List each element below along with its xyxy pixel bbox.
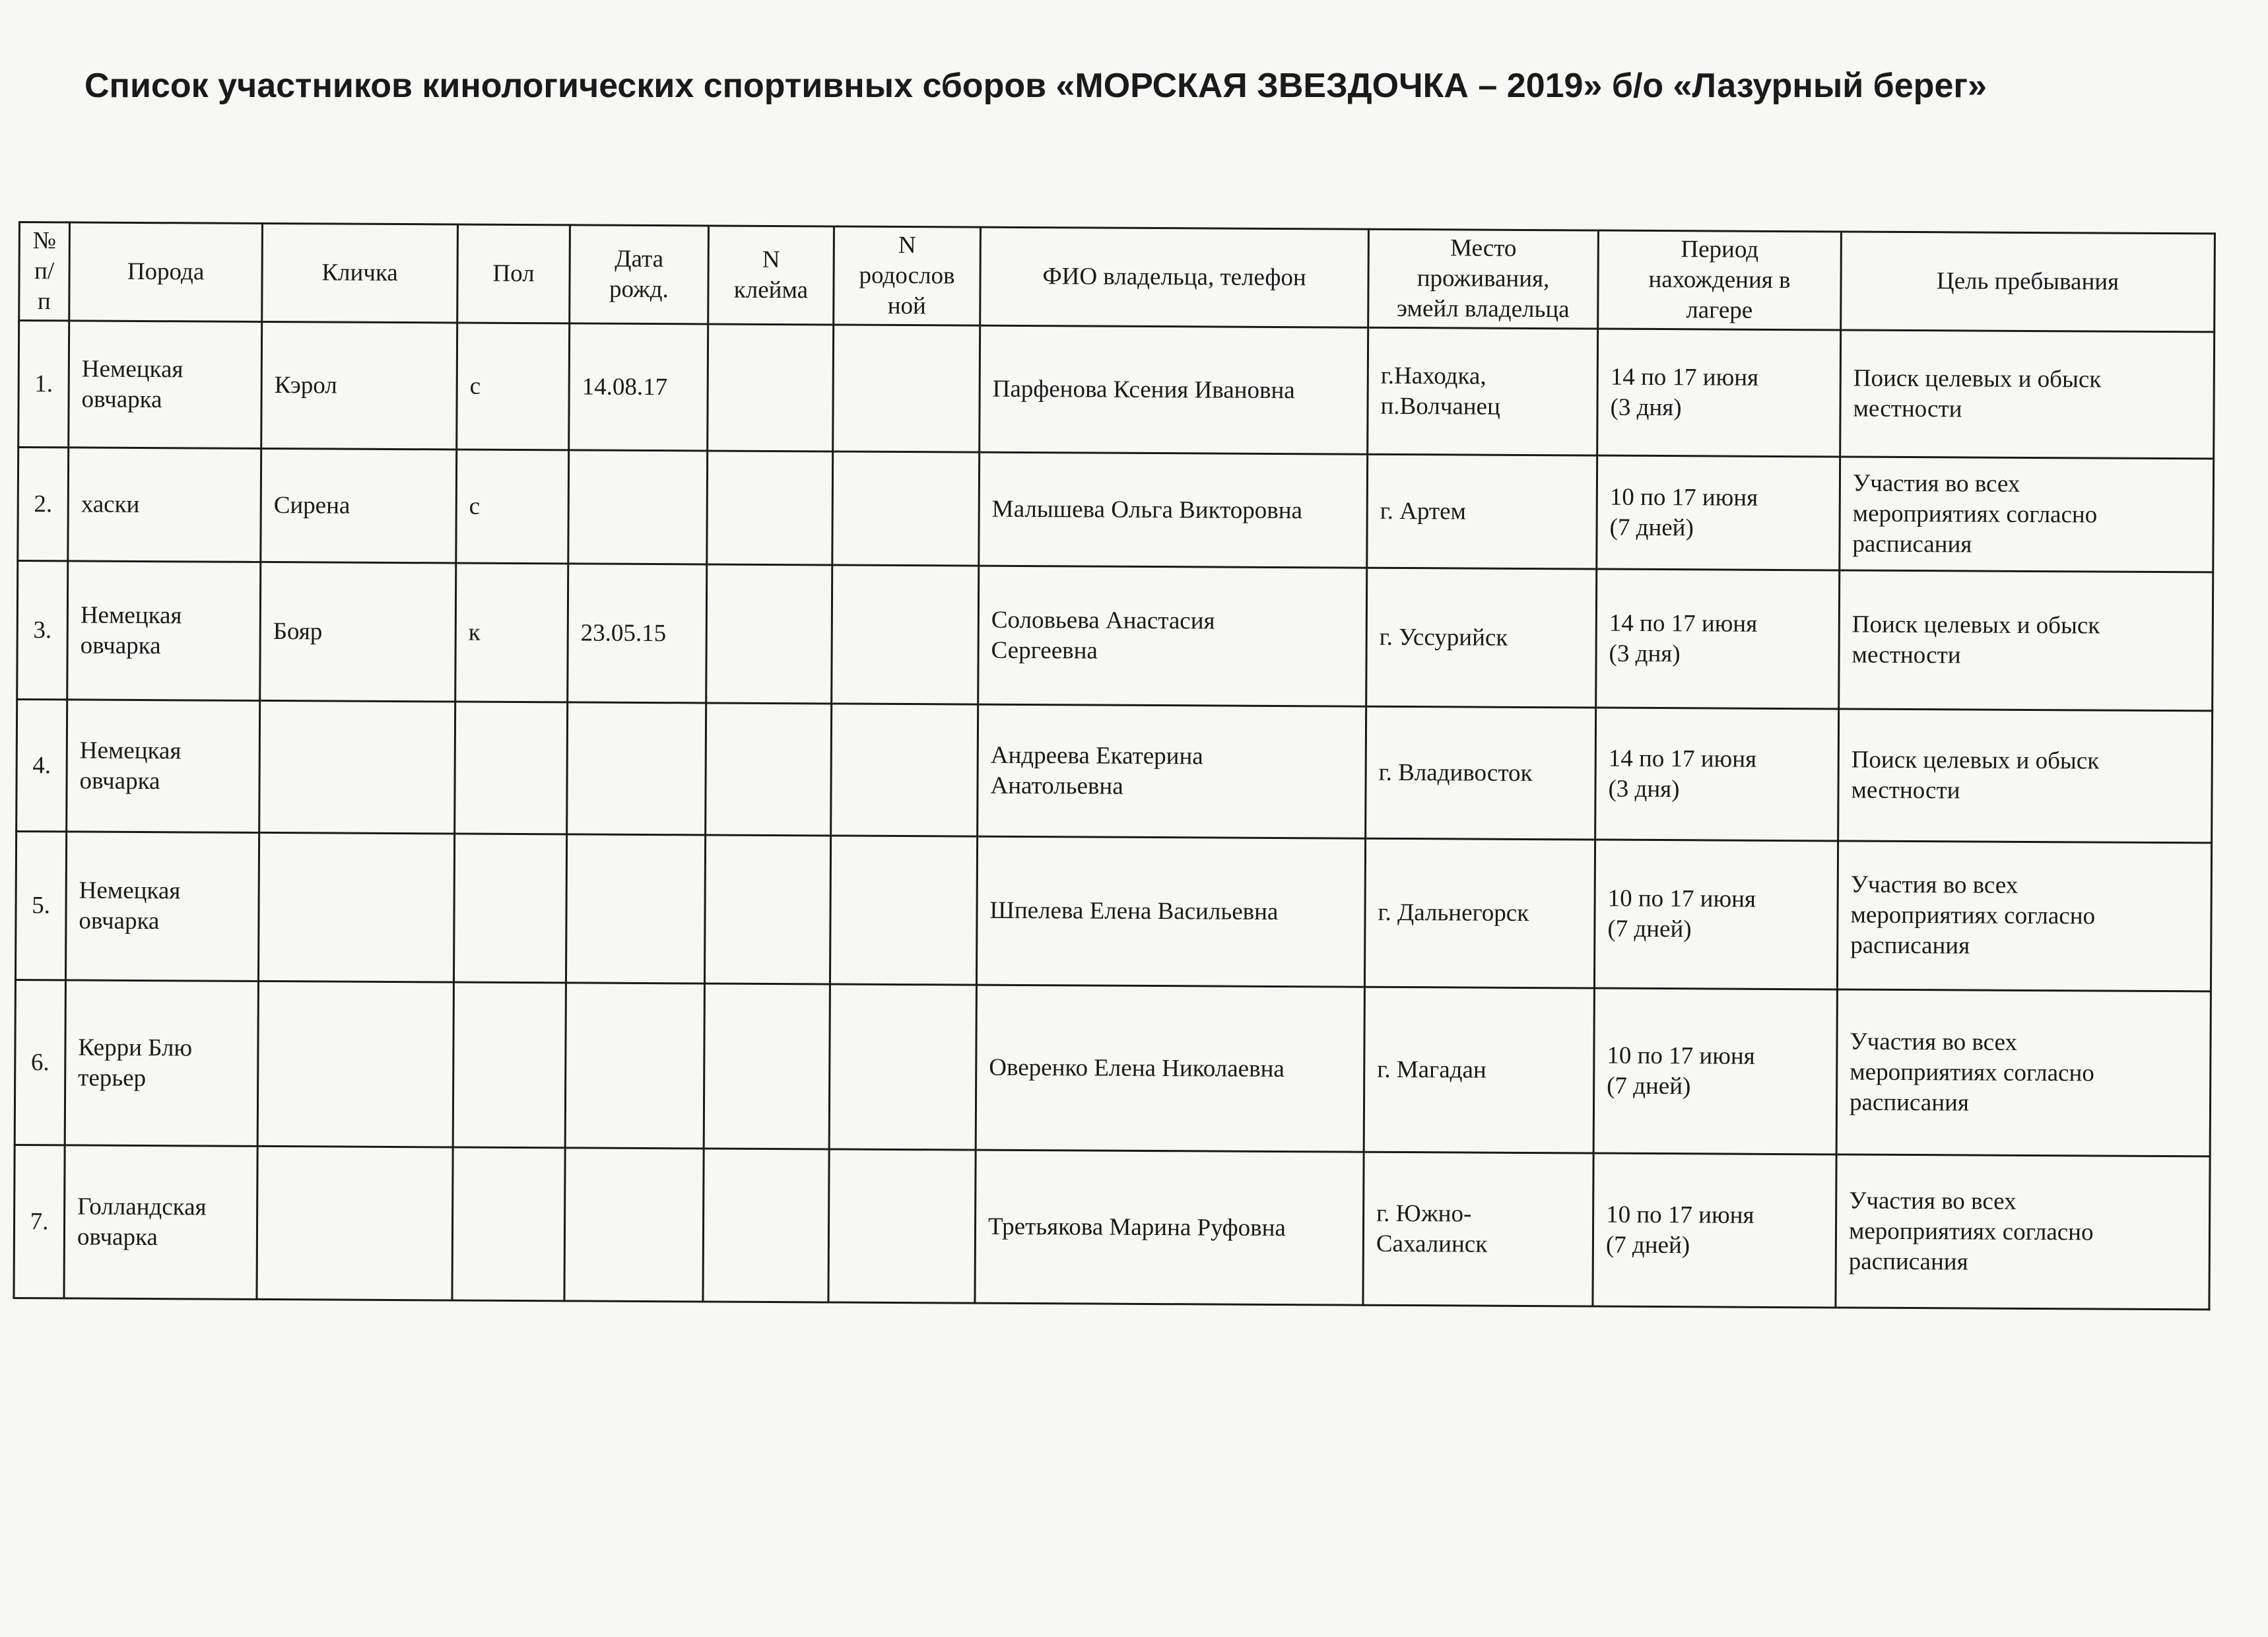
cell-pedigree-number — [828, 1149, 976, 1303]
col-header-residence: Место проживания, эмейл владельца — [1368, 229, 1599, 329]
cell-residence: г. Артем — [1367, 454, 1597, 569]
col-header-name: Кличка — [262, 223, 458, 323]
cell-birth-date — [568, 450, 708, 564]
cell-brand-number — [704, 984, 830, 1149]
cell-sex: с — [457, 323, 570, 450]
cell-number: 1. — [18, 321, 69, 448]
cell-period: 10 по 17 июня (7 дней) — [1593, 1153, 1836, 1308]
col-header-owner: ФИО владельца, телефон — [980, 227, 1369, 327]
cell-brand-number — [706, 703, 832, 836]
cell-breed: Керри Блю терьер — [65, 980, 258, 1147]
cell-number: 4. — [17, 699, 67, 831]
cell-name — [257, 981, 453, 1147]
participants-table — [13, 221, 2216, 1310]
cell-number: 2. — [18, 448, 69, 561]
cell-name: Кэрол — [261, 321, 457, 450]
cell-breed: Немецкая овчарка — [69, 321, 262, 449]
cell-owner: Малышева Ольга Викторовна — [979, 452, 1368, 568]
cell-breed: хаски — [68, 448, 261, 562]
col-header-sex: Пол — [457, 224, 570, 323]
cell-purpose: Участия во всех мероприятиях согласно расписания — [1837, 841, 2211, 991]
cell-number: 3. — [17, 561, 68, 700]
cell-pedigree-number — [832, 451, 980, 566]
cell-residence: г. Южно- Сахалинск — [1363, 1152, 1593, 1306]
cell-birth-date: 14.08.17 — [569, 323, 708, 451]
cell-breed: Немецкая овчарка — [65, 832, 259, 982]
cell-purpose: Поиск целевых и обыск местности — [1838, 709, 2213, 843]
cell-birth-date: 23.05.15 — [568, 564, 707, 703]
cell-brand-number — [707, 451, 833, 565]
cell-breed: Немецкая овчарка — [67, 700, 260, 833]
cell-brand-number — [704, 835, 830, 984]
cell-number: 5. — [15, 831, 66, 980]
col-header-pedigree-number: N родослов ной — [834, 226, 981, 325]
cell-breed: Голландская овчарка — [64, 1145, 257, 1300]
cell-birth-date — [566, 834, 705, 984]
cell-name — [259, 700, 455, 834]
cell-owner: Андреева Екатерина Анатольевна — [978, 704, 1366, 838]
cell-name: Сирена — [261, 448, 457, 563]
table-row — [17, 699, 2213, 842]
col-header-period: Период нахождения в лагере — [1598, 230, 1842, 330]
cell-pedigree-number — [829, 984, 976, 1150]
cell-residence: г. Уссурийск — [1366, 568, 1597, 708]
cell-birth-date — [567, 702, 706, 835]
cell-period: 10 по 17 июня (7 дней) — [1594, 840, 1838, 989]
page-title: Список участников кинологических спортивных сборов «МОРСКАЯ ЗВЕЗДОЧКА – 2019» б/о «Лазурный берег» — [84, 67, 1987, 105]
cell-pedigree-number — [832, 565, 979, 704]
cell-owner: Третьякова Марина Руфовна — [975, 1150, 1364, 1305]
cell-period: 10 по 17 июня (7 дней) — [1593, 988, 1837, 1154]
cell-pedigree-number — [833, 325, 980, 452]
cell-breed: Немецкая овчарка — [67, 561, 261, 701]
cell-purpose: Участия во всех мероприятиях согласно расписания — [1836, 1154, 2210, 1310]
cell-owner: Парфенова Ксения Ивановна — [980, 325, 1368, 454]
cell-brand-number — [706, 564, 832, 704]
table-row — [15, 831, 2211, 991]
cell-name — [257, 1146, 453, 1300]
cell-period: 10 по 17 июня (7 дней) — [1597, 455, 1840, 570]
cell-sex: к — [455, 563, 568, 702]
cell-sex: с — [456, 450, 569, 564]
cell-birth-date — [564, 1148, 704, 1302]
cell-purpose: Поиск целевых и обыск местности — [1839, 570, 2213, 711]
cell-sex — [455, 702, 568, 834]
cell-sex — [453, 982, 566, 1148]
col-header-purpose: Цель пребывания — [1841, 232, 2215, 332]
col-header-brand-number: N клейма — [708, 226, 834, 325]
table-row — [17, 561, 2213, 711]
cell-number: 6. — [15, 980, 65, 1145]
table-row — [18, 448, 2214, 572]
cell-sex — [452, 1147, 565, 1301]
cell-owner: Шпелева Елена Васильевна — [976, 836, 1365, 987]
cell-purpose: Участия во всех мероприятиях согласно расписания — [1836, 989, 2211, 1156]
col-header-number: № п/ п — [19, 222, 70, 321]
cell-name — [258, 832, 454, 982]
cell-period: 14 по 17 июня (3 дня) — [1596, 569, 1840, 709]
cell-period: 14 по 17 июня (3 дня) — [1597, 329, 1841, 457]
cell-residence: г.Находка, п.Волчанец — [1368, 327, 1598, 455]
table-row — [14, 1145, 2210, 1309]
cell-name: Бояр — [260, 562, 456, 702]
cell-pedigree-number — [830, 836, 977, 985]
cell-brand-number — [703, 1149, 829, 1302]
table-row — [15, 980, 2211, 1156]
cell-owner: Оверенко Елена Николаевна — [976, 985, 1364, 1152]
cell-purpose: Участия во всех мероприятиях согласно расписания — [1840, 457, 2214, 572]
cell-sex — [453, 834, 566, 983]
cell-brand-number — [708, 324, 834, 451]
cell-period: 14 по 17 июня (3 дня) — [1595, 708, 1839, 841]
cell-pedigree-number — [831, 704, 978, 836]
cell-residence: г. Дальнегорск — [1364, 838, 1595, 988]
table-row — [18, 321, 2215, 459]
cell-residence: г. Магадан — [1364, 987, 1594, 1153]
cell-number: 7. — [14, 1145, 65, 1298]
col-header-breed: Порода — [69, 222, 263, 322]
cell-owner: Соловьева Анастасия Сергеевна — [978, 566, 1367, 706]
col-header-birth-date: Дата рожд. — [570, 225, 709, 324]
cell-birth-date — [565, 983, 704, 1149]
cell-purpose: Поиск целевых и обыск местности — [1840, 330, 2215, 459]
header-row — [19, 222, 2215, 332]
cell-residence: г. Владивосток — [1366, 706, 1596, 840]
